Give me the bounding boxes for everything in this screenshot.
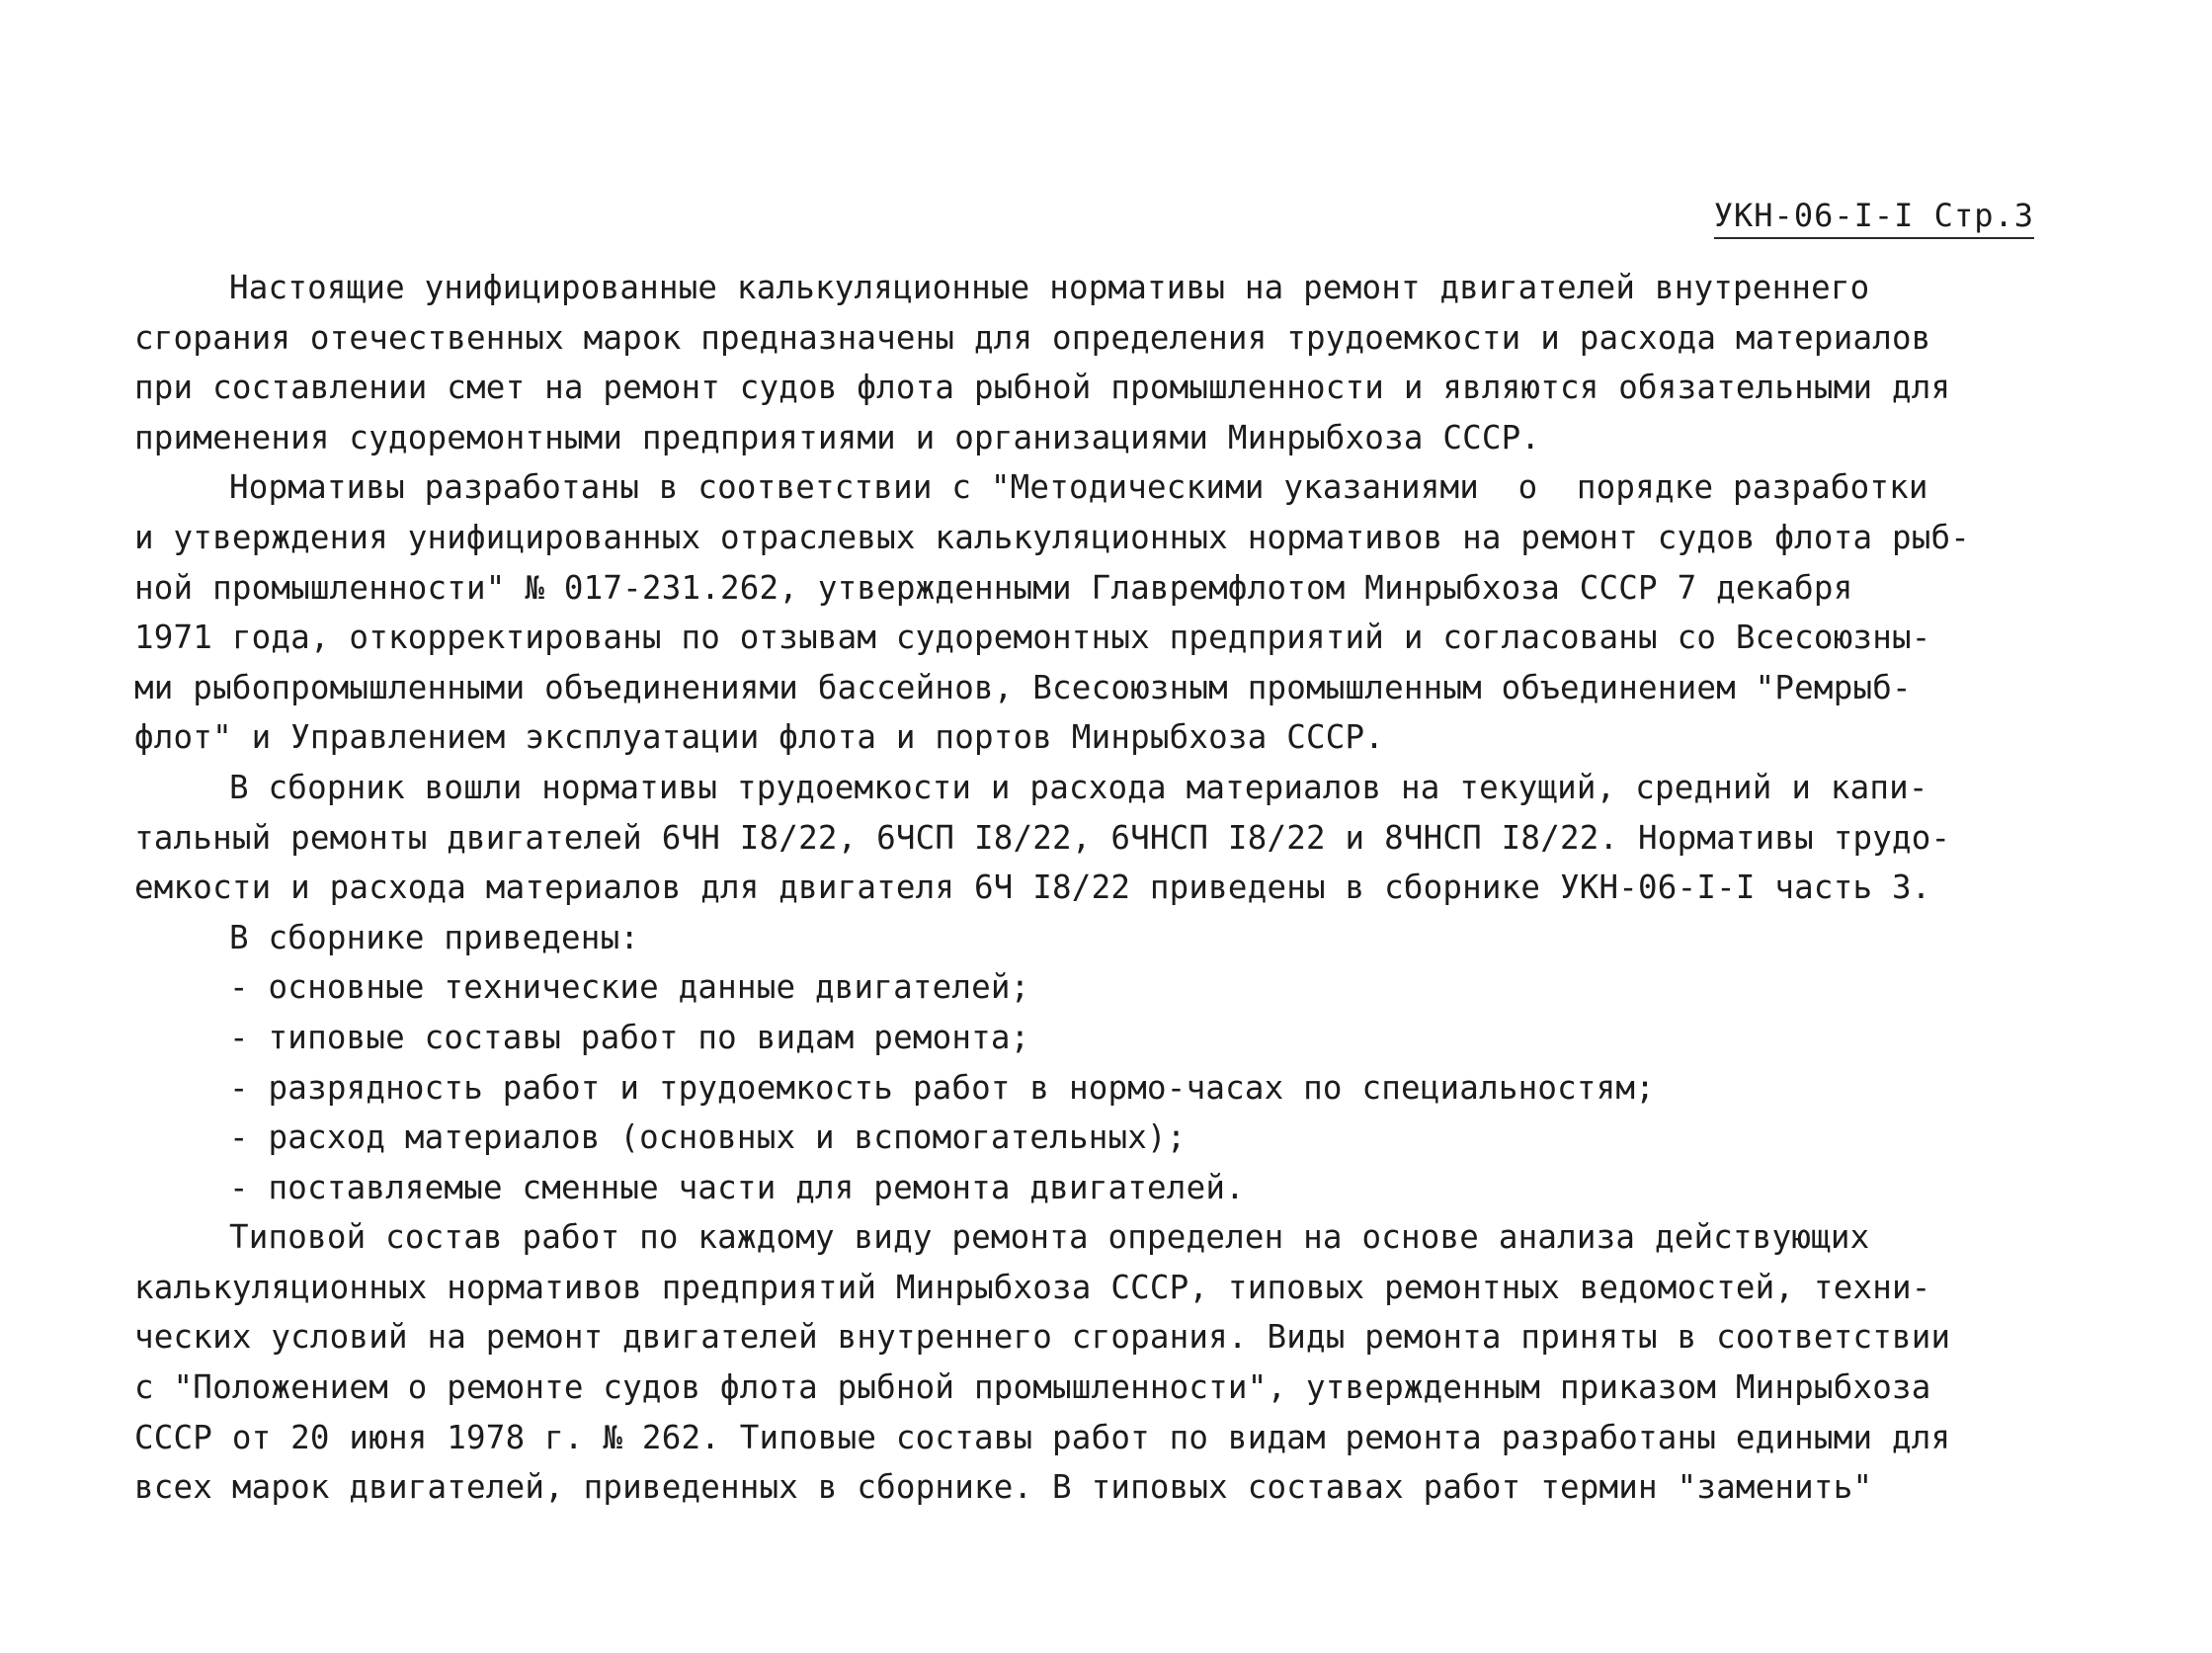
paragraph-4-line-1: Типовой состав работ по каждому виду ремонта определен на основе анализа действующих <box>229 1218 1870 1257</box>
list-item: - основные технические данные двигателей; <box>229 968 1030 1007</box>
document-body <box>134 263 2051 1513</box>
list-item: - поставляемые сменные части для ремонта двигателей. <box>229 1168 1245 1206</box>
paragraph-2-line-1: Нормативы разработаны в соответствии с "Методическими указаниями о порядке разработки <box>229 468 1928 507</box>
paragraph-4-line-4: с "Положением о ремонте судов флота рыбной промышленности", утвержденным приказом Минрыбхоза <box>134 1368 1931 1407</box>
paragraph-1-line-1: Настоящие унифицированные калькуляционные нормативы на ремонт двигателей внутреннего <box>229 269 1870 306</box>
paragraph-1-line-3: при составлении смет на ремонт судов флота рыбной промышленности и являются обязательными для <box>134 369 1951 407</box>
paragraph-4-line-6: всех марок двигателей, приведенных в сборнике. В типовых составах работ термин "заменить" <box>134 1468 1873 1507</box>
list-item: - расход материалов (основных и вспомогательных); <box>229 1118 1187 1157</box>
paragraph-2-line-6: флот" и Управлением эксплуатации флота и портов Минрыбхоза СССР. <box>134 718 1385 757</box>
page-reference-header: УКН-06-I-I Стр.3 <box>1714 196 2034 239</box>
list-intro: В сборнике приведены: <box>229 918 640 956</box>
list-item: - типовые составы работ по видам ремонта; <box>229 1018 1030 1056</box>
paragraph-3-line-3: емкости и расхода материалов для двигателя 6Ч I8/22 приведены в сборнике УКН-06-I-I часть 3. <box>134 868 1931 907</box>
list-item: - разрядность работ и трудоемкость работ в нормо-часах по специальностям; <box>229 1068 1655 1107</box>
paragraph-2-line-3: ной промышленности" № 017-231.262, утвержденными Главремфлотом Минрыбхоза СССР 7 декабря <box>134 568 1853 607</box>
paragraph-4-line-2: калькуляционных нормативов предприятий Минрыбхоза СССР, типовых ремонтных ведомостей, техни- <box>134 1268 1931 1306</box>
paragraph-2-line-2: и утверждения унифицированных отраслевых калькуляционных нормативов на ремонт судов флота рыб- <box>134 518 1971 556</box>
paragraph-3-line-2: тальный ремонты двигателей 6ЧН I8/22, 6ЧСП I8/22, 6ЧНСП I8/22 и 8ЧНСП I8/22. Нормативы трудо- <box>134 818 1951 857</box>
paragraph-1-line-4: применения судоремонтными предприятиями и организациями Минрыбхоза СССР. <box>134 418 1541 456</box>
paragraph-4-line-3: ческих условий на ремонт двигателей внутреннего сгорания. Виды ремонта приняты в соответствии <box>134 1318 1951 1357</box>
paragraph-2-line-5: ми рыбопромышленными объединениями бассейнов, Всесоюзным промышленным объединением "Ремрыб- <box>134 668 1912 706</box>
paragraph-1-line-2: сгорания отечественных марок предназначены для определения трудоемкости и расхода материалов <box>134 318 1931 357</box>
paragraph-2-line-4: 1971 года, откорректированы по отзывам судоремонтных предприятий и согласованы со Всесоюзны- <box>134 619 1931 657</box>
paragraph-3-line-1: В сборник вошли нормативы трудоемкости и расхода материалов на текущий, средний и капи- <box>229 768 1928 806</box>
paragraph-4-line-5: СССР от 20 июня 1978 г. № 262. Типовые составы работ по видам ремонта разработаны едиными для <box>134 1418 1951 1456</box>
